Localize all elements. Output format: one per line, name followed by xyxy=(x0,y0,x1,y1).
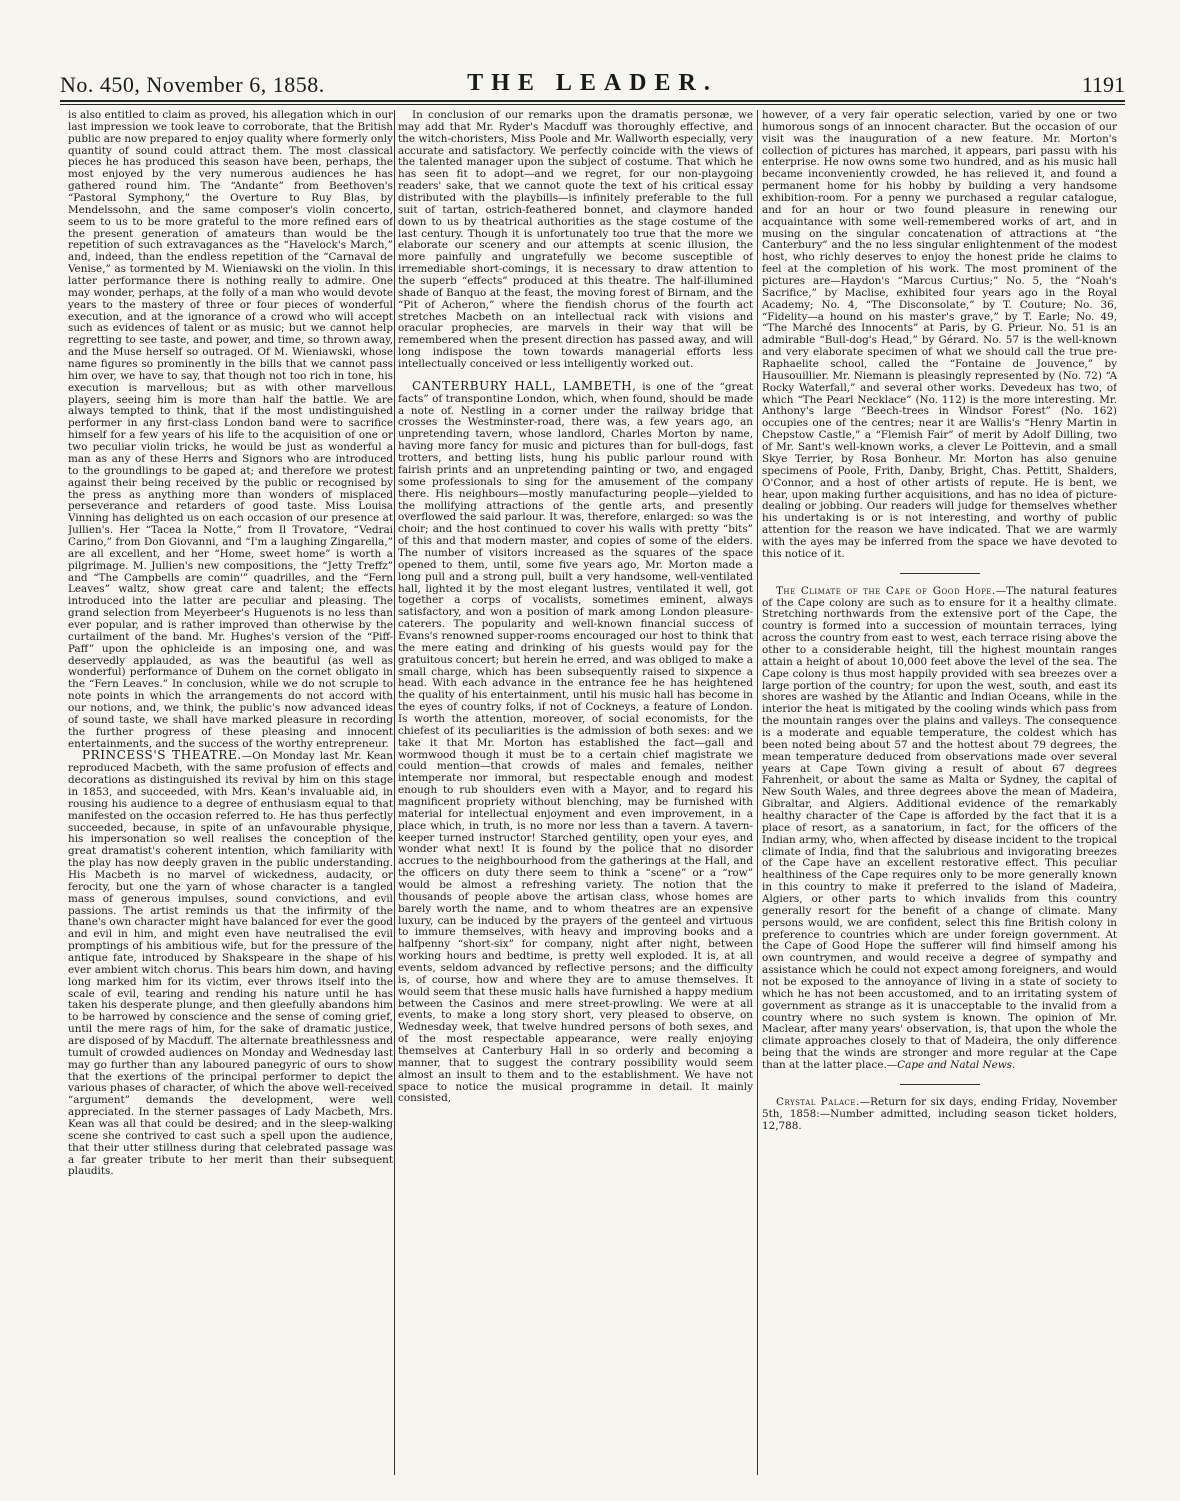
section-heading: The Climate of the Cape of Good Hope. xyxy=(776,584,996,597)
page-number: 1191 xyxy=(1081,72,1125,97)
section-heading: PRINCESS'S THEATRE. xyxy=(82,748,242,763)
section-heading: CANTERBURY HALL, LAMBETH, xyxy=(412,378,637,393)
canterbury-hall-paragraph xyxy=(398,378,753,1105)
source-attribution: —Cape and Natal News. xyxy=(886,1059,1016,1072)
paragraph-text: —On Monday last Mr. Kean reproduced Macbeth, with the same profusion of effects and decorations as distinguished its revival by him on this stage in 1853, and succeeded, with Mrs. Kean's invaluable aid, in rousing his audience to a degree of enthusiasm equal to that manifested on the occasion referred to. He has thus perfectly succeeded, because, in spite of an unfavourable physique, his impersonation so well realises the conception of the great dramatist's coherent intention, which familiarity with the play has now deeply graven in the public understanding. His Macbeth is no marvel of wickedness, audacity, or ferocity, but one the yarn of whose character is a tangled mass of generous impulses, sound convictions, and evil passions. The artist reminds us that the infirmity of the thane's own character might have balanced for ever the good and evil in him, and might even have neutralised the evil promptings of his ambitious wife, but for the pressure of the antique fate, introduced by Shakspeare in the shape of his ever ambient witch chorus. This bears him down, and having long marked him for its victim, ever throws itself into the scale of evil, tearing and rending his nature until he has taken his desperate plunge, and then gleefully abandons him to be harrowed by conscience and the sense of coming grief, until the mere rags of him, for the sake of dramatic justice, are disposed of by Macduff. The alternate breathlessness and tumult of crowded audiences on Monday and Wednesday last may go further than any laboured panegyric of ours to show that the exertions of the principal performer to depict the various phases of character, of which the above well-received “argument” demands the development, were well appreciated. In the sterner passages of Lady Macbeth, Mrs. Kean was all that could be desired; and in the sleep-walking scene she contrived to cast such a spell upon the audience, that their utter stillness during that celebrated passage was a far greater tribute to her merit than their subsequent plaudits. xyxy=(68,750,393,1178)
paragraph-text: —The natural features of the Cape colony are such as to ensure for it a healthy climate. Stretching northwards from the extensive port of the Cape, the country is formed into a succession of mountain terraces, lying across the country from east to west, each terrace rising above the other to a considerable height, till the highest mountain ranges attain a height of about 10,000 feet above the level of the sea. The Cape colony is thus most happily provided with sea breezes over a large portion of the country; for upon the west, south, and east its shores are washed by the Atlantic and Indian Oceans, while in the interior the heat is mitigated by the cooling winds which pass from the mountain ranges over the plains and valleys. The consequence is a moderate and equable temperature, the coldest which has been noted being about 57 and the hottest about 79 degrees, the mean temperature deduced from observations made over several years at Cape Town giving a result of about 67 degrees Fahrenheit, or about the same as Malta or Sydney, the capital of New South Wales, and three degrees above the mean of Madeira, Gibraltar, and Algiers. Additional evidence of the remarkably healthy character of the Cape is afforded by the fact that it is a place of resort, as a sanatorium, in fact, for the officers of the Indian army, who, when affected by disease incident to the tropical climate of India, find that the salubrious and invigorating breezes of the Cape have an excellent restorative effect. This peculiar healthiness of the Cape requires only to be more generally known in this country to make it preferred to the island of Madeira, Algiers, or other parts to which invalids from this country generally resort for the benefit of a change of climate. Many persons would, we are confident, select this fine British colony in preference to countries which are under foreign government. At the Cape of Good Hope the sufferer will find himself among his own countrymen, and would receive a degree of sympathy and assistance which he could not expect among foreigners, and would not be exposed to the annoyance of living in a state of society to which he has not been accustomed, and to an irritating system of government as strange as it is unacceptable to the invalid from a country where no such system is known. The opinion of Mr. Maclear, after many years' observation, is, that upon the whole the climate approaches closely to that of Madeira, the only difference being that the winds are stronger and more regular at the Cape than at the latter place. xyxy=(762,584,1117,1072)
canterbury-continued-paragraph: however, of a very fair operatic selection, varied by one or two humorous songs of an innocent character. But the occasion of our visit was the inauguration of a new feature. Mr. Morton's collection of pictures has marched, it appears, pari passu with his enterprise. He now owns some two hundred, and as his music hall became inconveniently crowded, he has relieved it, and found a permanent home for his hobby by building a very handsome exhibition-room. For a penny we purchased a regular catalogue, and for an hour or two found pleasure in renewing our acquaintance with some well-remembered works of art, and in musing on the singular concatenation of attractions at “the Canterbury” and the no less singular enlightenment of the modest host, who richly deserves to enjoy the honest pride he claims to feel at the completion of his work. The most prominent of the pictures are—Haydon's “Marcus Curtius;” No. 5, the “Noah's Sacrifice,” by Maclise, exhibited four years ago in the Royal Academy; No. 4, “The Disconsolate,” by T. Couture; No. 36, “Fidelity—a hound on his master's grave,” by T. Earle; No. 49, “The Marché des Innocents” at Paris, by G. Prieur. No. 51 is an admirable “Bull-dog's Head,” by Gérard. No. 57 is the well-known and very elaborate specimen of what we should call the true pre-Raphaelite school, called the “Fontaine de Jouvence,” by Hausouillier. Mr. Niemann is pleasingly represented by (No. 72) “A Rocky Waterfall,” and several other works. Devedeux has two, of which “The Pearl Necklace” (No. 112) is the more interesting. Mr. Anthony's large “Beech-trees in Windsor Forest” (No. 162) occupies one of the centres; near it are Wallis's “Henry Martin in Chepstow Castle,” a “Flemish Fair” of merit by Adolf Dilling, two of Mr. Sant's well-known works, a clever Le Poittevin, and a small Skye Terrier, by Rosa Bonheur. Mr. Morton has also genuine specimens of Poole, Frith, Danby, Bright, Chas. Pettitt, Shalders, O'Connor, and a host of other artists of repute. He is bent, we hear, upon making further acquisitions, and has no idea of picture-dealing or jobbing. Our readers will judge for themselves whether his undertaking is or is not interesting, and worthy of public attention for the reason we have indicated. That we are warmly with the ayes may be inferred from the space we have devoted to this notice of it. xyxy=(762,110,1117,560)
section-separator xyxy=(900,1084,980,1085)
column-divider xyxy=(757,110,758,1475)
column-3 xyxy=(762,110,1117,1475)
page-header xyxy=(60,70,1125,100)
column-1 xyxy=(68,110,393,1475)
macbeth-conclusion-paragraph: In conclusion of our remarks upon the dramatis personæ, we may add that Mr. Ryder's Macduff was thoroughly effective, and the witch-choristers, Miss Poole and Mr. Wallworth especially, very accurate and satisfactory. We perfectly coincide with the views of the talented manager upon the subject of costume. That which he has seen fit to adopt—and we regret, for our non-playgoing readers' sake, that we cannot quote the text of his critical essay distributed with the playbills—is infinitely preferable to the full suit of tartan, ostrich-feathered bonnet, and claymore handed down to us by theatrical authorities as the stage costume of the last century. Though it is unfortunately too true that the more we elaborate our scenery and our attempts at scenic illusion, the more painfully and ungratefully we become susceptible of irremediable short-comings, it is necessary to draw attention to the superb “effects” produced at this theatre. The half-illumined shade of Banquo at the feast, the moving forest of Birnam, and the “Pit of Acheron,” where the fiendish chorus of the fourth act stretches Macbeth on an intellectual rack with visions and oracular prophecies, are marvels in their way that will be remembered when the present direction has passed away, and will long indispose the town towards managerial efforts less intellectually conceived or less intelligently worked out. xyxy=(398,110,753,371)
section-heading: Crystal Palace. xyxy=(776,1095,860,1108)
paragraph-text: —Return for six days, ending Friday, November 5th, 1858:—Number admitted, including season ticket holders, 12,788. xyxy=(762,1095,1117,1132)
header-rule xyxy=(60,100,1125,102)
jullien-concert-paragraph: is also entitled to claim as proved, his allegation which in our last impression we took leave to corroborate, that the British public are now prepared to enjoy quality where formerly only quantity of sound could attract them. The most classical pieces he has produced this season have been, perhaps, the most enjoyed by the very numerous audiences he has gathered round him. The “Andante” from Beethoven's “Pastoral Symphony,” the Overture to Ruy Blas, by Mendelssohn, and the same composer's violin concerto, seem to us to be more grateful to the more refined ears of the present generation of amateurs than would be the repetition of such extravagances as the “Havelock's March,” and, indeed, than the endless repetition of the “Carnaval de Venise,” as tormented by M. Wieniawski on the violin. In this latter performance there is nothing really to admire. One may wonder, perhaps, at the folly of a man who would devote years to the mastery of three or four pieces of wonderful execution, and at the ignorance of a crowd who will accept such as evidences of talent or as music; but we cannot help regretting to see taste, and power, and time, so thrown away, and the Muse herself so outraged. Of M. Wieniawski, whose name figures so prominently in the bills that we cannot pass him over, we have to say, that though not too rich in tone, his execution is marvellous; but as with other marvellous players, seeing him is more than half the battle. We are always tempted to think, that if the most undistinguished performer in any first-class London band were to sacrifice himself for a few years of his life to the acquisition of one or two peculiar violin tricks, he would be just as wonderful a man as any of these Herrs and Signors who are introduced to the groundlings to be gaped at; and therefore we protest against their being received by the public or recognised by the press as anything more than wonders of misplaced perseverance and retarders of good taste. Miss Louisa Vinning has delighted us on each occasion of our presence at Jullien's. Her “Tacea la Notte,” from Il Trovatore, “Vedrai Carino,” from Don Giovanni, and “I'm a laughing Zingarella,” are all excellent, and her “Home, sweet home” is worth a pilgrimage. M. Jullien's new compositions, the “Jetty Treffz” and “The Campbells are comin'” quadrilles, and the “Fern Leaves” waltz, show great care and talent; the effects introduced into the latter are peculiar and pleasing. The grand selection from Meyerbeer's Huguenots is no less than ever popular, and is rather improved than otherwise by the curtailment of the band. Mr. Hughes's version of the “Piff-Paff” upon the ophicleide is an imposing one, and was deservedly applauded, as was the beautiful (as well as wonderful) performance of Duhem on the cornet obligato in the “Fern Leaves.” In conclusion, while we do not scruple to note points in which the arrangements do not accord with our notions, and, we think, the public's now advanced ideas of sound taste, we shall have marked pleasure in recording the further progress of these pleasing and innocent entertainments, and the success of the worthy entrepreneur. xyxy=(68,110,393,750)
column-divider xyxy=(394,110,395,1475)
cape-climate-paragraph xyxy=(762,586,1117,1072)
issue-line: No. 450, November 6, 1858. xyxy=(60,72,325,97)
princess-theatre-paragraph xyxy=(68,750,393,1178)
crystal-palace-paragraph xyxy=(762,1097,1117,1133)
paragraph-text: is one of the “great facts” of transpontine London, which, when found, should be made a note of. Nestling in a corner under the railway bridge that crosses the Westminster-road, there was, a few years ago, an unpretending tavern, whose landlord, Charles Morton by name, having more fancy for music and pictures than for bull-dogs, fast trotters, and betting lists, hung his public parlour round with fairish prints and an unpretending painting or two, and engaged some professionals to sing for the amusement of the company there. His neighbours—mostly manufacturing people—yielded to the mollifying attractions of the gentle arts, and presently overflowed the said parlour. It was, therefore, enlarged: so was the choir; and the host continued to cover his walls with pretty “bits” of this and that modern master, and copies of some of the elders. The number of visitors increased as the squares of the space opened to them, until, some five years ago, Mr. Morton made a long pull and a strong pull, built a very handsome, well-ventilated hall, lighted it by the most elegant lustres, ventilated it well, got together a corps of vocalists, sometimes eminent, always satisfactory, and won a position of mark among London pleasure-caterers. The popularity and well-known financial success of Evans's renowned supper-rooms encouraged our host to think that the mere eating and drinking of his guests would pay for the gratuitous concert; but herein he erred, and was obliged to make a small charge, which has been subsequently raised to sixpence a head. With each advance in the entrance fee he has heightened the quality of his entertainment, until his music hall has become in the eyes of country folks, if not of Cockneys, a feature of London. Is worth the attention, moreover, of social economists, for the chiefest of its peculiarities is the admission of both sexes: and we take it that Mr. Morton has established the fact—gall and wormwood though it must be to a certain chief magistrate we could mention—that crowds of males and females, neither intemperate nor immoral, but respectable enough and modest enough to rub shoulders even with a Mayor, and to regard his magnificent propriety without blenching, may be furnished with material for intellectual enjoyment and even improvement, in a place which, in truth, is no more nor less than a tavern. A tavern-keeper turned instructor! Starched gentility, open your eyes, and wonder what next! It is found by the police that no disorder accrues to the neighbourhood from the gatherings at the Hall, and the officers on duty there seem to think a “scene” or a “row” would be almost a refreshing variety. The notion that the thousands of people above the artisan class, whose homes are barely worth the name, and to whom theatres are an expensive luxury, can be induced by the prayers of the genteel and virtuous to immure themselves, with heavy and improving books and a halfpenny “short-six” for company, night after night, between working hours and bedtime, is pretty well exploded. It is, at all events, seldom advanced by reflective persons; and the difficulty is, of course, how and where they are to amuse themselves. It would seem that these music halls have furnished a happy medium between the Casinos and mere street-prowling. We were at all events, to make a long story short, very pleased to observe, on Wednesday week, that twelve hundred persons of both sexes, and of the most respectable appearance, were really enjoying themselves at Canterbury Hall in so orderly and becoming a manner, that to suggest the contrary possibility would seem almost an insult to them and to the establishment. We have not space to notice the musical programme in detail. It mainly consisted, xyxy=(398,380,753,1105)
header-rule-thin xyxy=(60,104,1125,105)
masthead: THE LEADER. xyxy=(467,70,718,96)
column-2 xyxy=(398,110,753,1475)
section-separator xyxy=(900,573,980,574)
